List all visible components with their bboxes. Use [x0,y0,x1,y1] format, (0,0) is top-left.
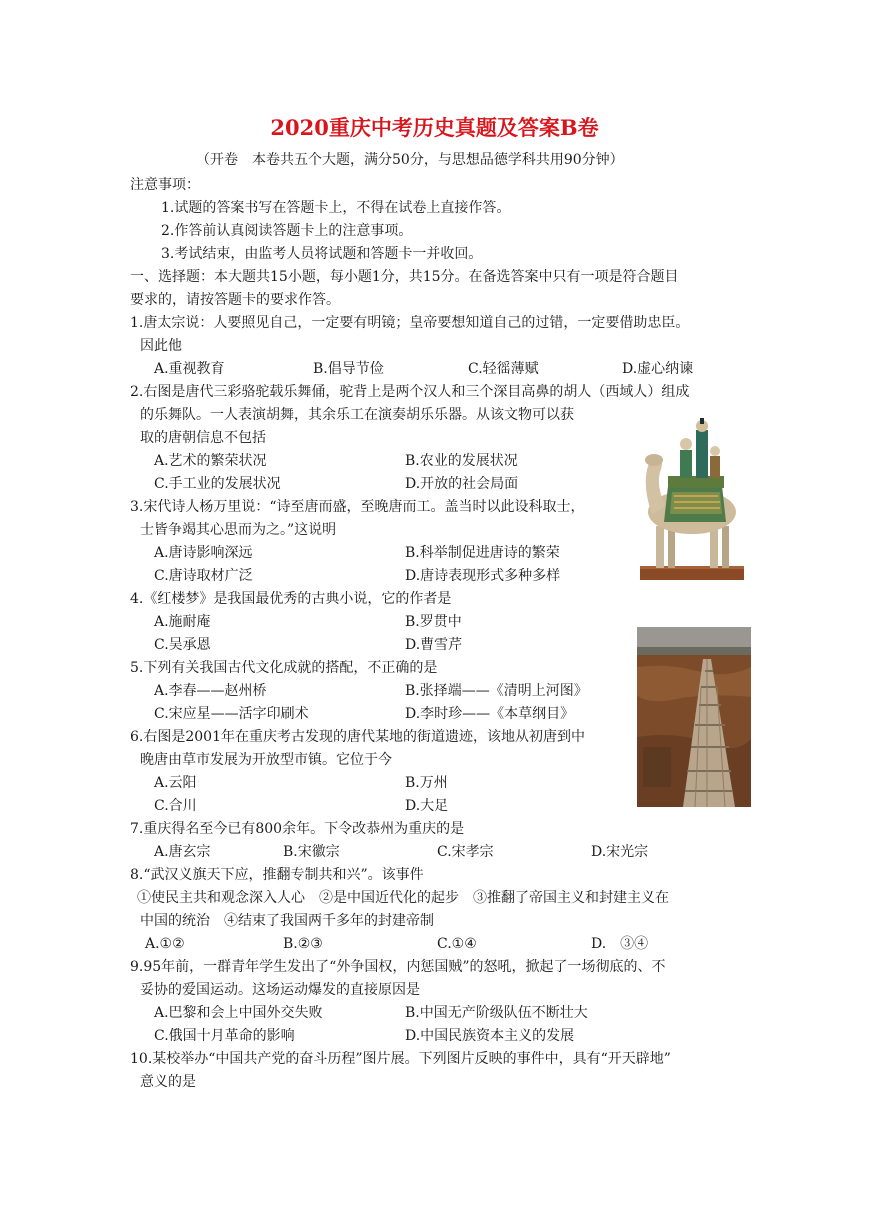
option-a: A.巴黎和会上中国外交失败 [154,1005,323,1021]
option-c: C.唐诗取材广泛 [154,568,253,584]
notice-item: 1.试题的答案书写在答题卡上，不得在试卷上直接作答。 [161,200,511,216]
option-b: B.宋徽宗 [283,844,340,860]
option-d: D.李时珍——《本草纲目》 [405,706,575,722]
option-d: D.开放的社会局面 [405,476,519,492]
section-heading: 一、选择题：本大题共15小题，每小题1分，共15分。在备选答案中只有一项是符合题目 [130,269,679,285]
option-c: C.合川 [154,798,197,814]
option-a: A.唐玄宗 [154,844,211,860]
option-a: A.重视教育 [154,361,225,377]
question-9: 9.95年前，一群青年学生发出了“外争国权，内惩国贼”的怒吼，掀起了一场彻底的、不 [130,959,666,975]
option-b: B.罗贯中 [405,614,462,630]
option-a: A.云阳 [154,775,197,791]
question-3-cont: 士皆争竭其心思而为之。”这说明 [140,522,337,538]
question-7: 7.重庆得名至今已有800余年。下令改恭州为重庆的是 [130,821,465,837]
question-6: 6.右图是2001年在重庆考古发现的唐代某地的街道遗迹，该地从初唐到中 [130,729,585,745]
option-d: D.唐诗表现形式多种多样 [405,568,561,584]
question-2-cont: 的乐舞队。一人表演胡舞，其余乐工在演奏胡乐乐器。从该文物可以获 [140,407,574,423]
question-5: 5.下列有关我国古代文化成就的搭配，不正确的是 [130,660,438,676]
question-8-cont: ①使民主共和观念深入人心 ②是中国近代化的起步 ③推翻了帝国主义和封建主义在 [137,890,669,906]
notice-item: 3.考试结束，由监考人员将试题和答题卡一并收回。 [161,246,483,262]
camel-figurine-image [634,416,748,584]
option-d: D.中国民族资本主义的发展 [405,1028,575,1044]
question-1-cont: 因此他 [140,338,182,354]
option-a: A.艺术的繁荣状况 [154,453,267,469]
option-c: C.轻徭薄赋 [468,361,539,377]
question-8-cont: 中国的统治 ④结束了我国两千多年的封建帝制 [140,913,434,929]
option-d: D.大足 [405,798,449,814]
question-1: 1.唐太宗说：人要照见自己，一定要有明镜；皇帝要想知道自己的过错，一定要借助忠臣。 [130,315,690,331]
exam-info: （开卷 本卷共五个大题，满分50分，与思想品德学科共用90分钟） [196,152,624,168]
option-d: D.虚心纳谏 [622,361,694,377]
option-c: C.吴承恩 [154,637,211,653]
option-b: B.科举制促进唐诗的繁荣 [405,545,560,561]
option-d: D.宋光宗 [591,844,649,860]
notice-item: 2.作答前认真阅读答题卡上的注意事项。 [161,223,413,239]
option-c: C.①④ [437,936,477,952]
option-b: B.农业的发展状况 [405,453,518,469]
question-10: 10.某校举办“中国共产党的奋斗历程”图片展。下列图片反映的事件中，具有“开天辟地” [130,1051,671,1067]
notice-heading: 注意事项： [130,177,200,193]
street-ruins-image [637,627,751,807]
option-c: C.手工业的发展状况 [154,476,281,492]
option-c: C.俄国十月革命的影响 [154,1028,295,1044]
question-3: 3.宋代诗人杨万里说：“诗至唐而盛，至晚唐而工。盖当时以此设科取士， [130,499,585,515]
option-a: A.唐诗影响深远 [154,545,253,561]
section-heading-cont: 要求的，请按答题卡的要求作答。 [130,292,340,308]
option-b: B.张择端——《清明上河图》 [405,683,588,699]
option-d: D.曹雪芹 [405,637,463,653]
question-10-cont: 意义的是 [140,1074,196,1090]
option-b: B.倡导节俭 [313,361,384,377]
option-d: D. ③④ [591,936,649,952]
question-6-cont: 晚唐由草市发展为开放型市镇。它位于今 [140,752,392,768]
question-9-cont: 妥协的爱国运动。这场运动爆发的直接原因是 [140,982,420,998]
question-4: 4.《红楼梦》是我国最优秀的古典小说，它的作者是 [130,591,452,607]
option-c: C.宋孝宗 [437,844,494,860]
option-b: B.中国无产阶级队伍不断壮大 [405,1005,588,1021]
question-2: 2.右图是唐代三彩骆驼载乐舞俑，驼背上是两个汉人和三个深目高鼻的胡人（西域人）组成 [130,384,690,400]
option-b: B.②③ [283,936,323,952]
page-title: 2020重庆中考历史真题及答案B卷 [270,115,599,140]
option-a: A.①② [145,936,185,952]
option-a: A.施耐庵 [154,614,211,630]
option-b: B.万州 [405,775,448,791]
option-a: A.李春——赵州桥 [154,683,267,699]
question-8: 8.“武汉义旗天下应，推翻专制共和兴”。该事件 [130,867,424,883]
question-2-cont: 取的唐朝信息不包括 [140,430,266,446]
option-c: C.宋应星——活字印刷术 [154,706,309,722]
